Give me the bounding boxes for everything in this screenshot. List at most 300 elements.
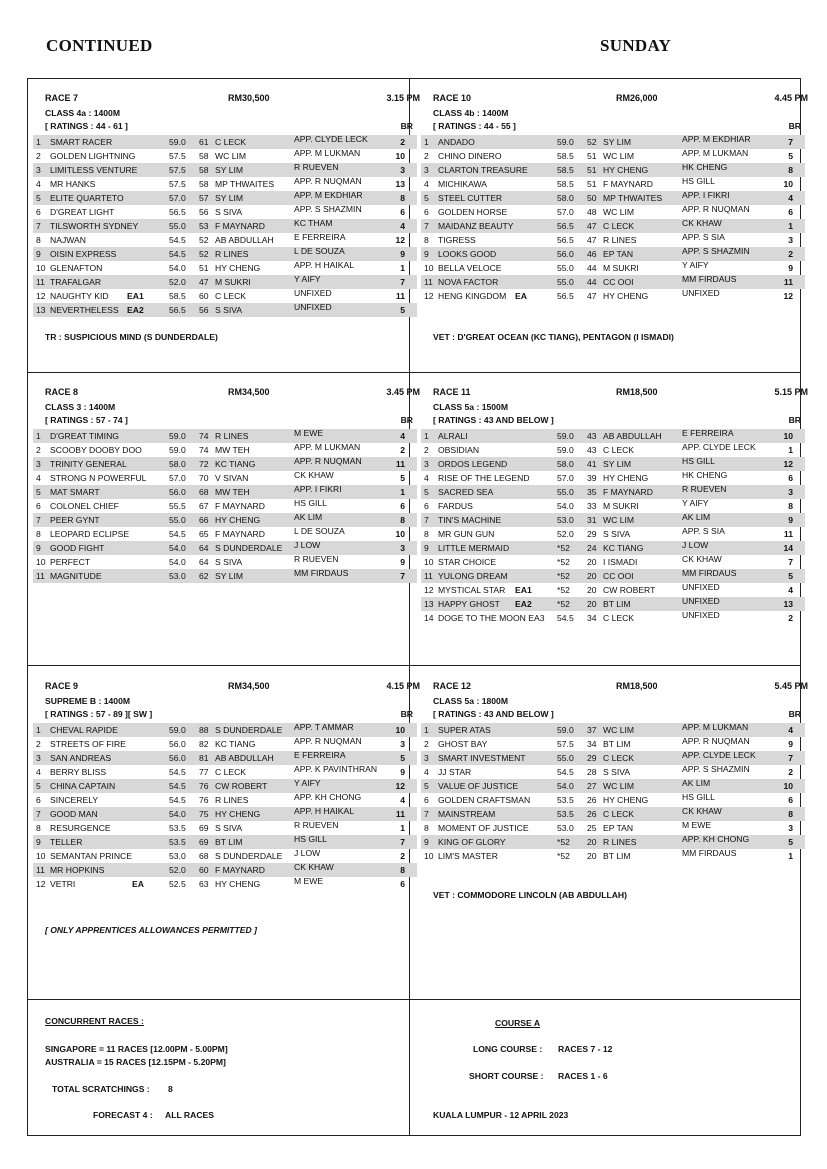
runner-number: 13 — [36, 305, 46, 315]
runner-row — [421, 835, 805, 849]
race-note: [ ONLY APPRENTICES ALLOWANCES PERMITTED ] — [45, 925, 257, 935]
horse-name: STREETS OF FIRE — [50, 739, 126, 749]
barrier: 10 — [783, 179, 793, 189]
trainer: APP. M LUKMAN — [682, 722, 749, 732]
trainer: UNFIXED — [682, 596, 720, 606]
race-ratings: [ RATINGS : 57 - 89 ][ SW ] — [45, 709, 153, 719]
runner-row — [33, 275, 417, 289]
rating: 20 — [587, 571, 597, 581]
weight: 57.0 — [557, 207, 574, 217]
row-divider — [28, 999, 800, 1000]
runner-number: 1 — [424, 137, 429, 147]
barrier-header: BR — [400, 415, 413, 425]
race-ratings: [ RATINGS : 43 AND BELOW ] — [433, 415, 554, 425]
rating: 64 — [199, 543, 209, 553]
barrier: 7 — [400, 277, 405, 287]
trainer: AK LIM — [294, 512, 323, 522]
barrier: 3 — [400, 543, 405, 553]
jockey: R LINES — [603, 235, 637, 245]
weight: 53.5 — [557, 795, 574, 805]
rating: 74 — [199, 445, 209, 455]
runner-number: 10 — [424, 263, 434, 273]
jockey: KC TIANG — [215, 459, 256, 469]
runner-row — [33, 513, 417, 527]
horse-name: LITTLE MERMAID — [438, 543, 510, 553]
trainer: CK KHAW — [682, 806, 722, 816]
runner-number: 4 — [36, 767, 41, 777]
runner-row — [421, 597, 805, 611]
weight: 53.0 — [557, 515, 574, 525]
weight: 59.0 — [557, 445, 574, 455]
trainer: UNFIXED — [294, 302, 332, 312]
trainer: APP. M EKDHIAR — [294, 190, 363, 200]
trainer: APP. M LUKMAN — [294, 148, 361, 158]
barrier: 4 — [400, 221, 405, 231]
rating: 56 — [199, 207, 209, 217]
jockey: BT LIM — [603, 739, 631, 749]
jockey: SY LIM — [215, 193, 244, 203]
horse-name: SMART INVESTMENT — [438, 753, 526, 763]
runner-number: 12 — [36, 291, 46, 301]
jockey: C LECK — [215, 137, 247, 147]
barrier: 1 — [788, 851, 793, 861]
jockey: F MAYNARD — [215, 529, 265, 539]
horse-name: TIN'S MACHINE — [438, 515, 502, 525]
jockey: F MAYNARD — [215, 865, 265, 875]
race-title: RACE 12 — [433, 681, 472, 691]
horse-name: STAR CHOICE — [438, 557, 497, 567]
rating: 44 — [587, 277, 597, 287]
trainer: AK LIM — [682, 512, 711, 522]
rating: 52 — [199, 249, 209, 259]
rating: 48 — [587, 207, 597, 217]
trainer: HK CHENG — [682, 162, 728, 172]
barrier: 7 — [400, 571, 405, 581]
jockey: S DUNDERDALE — [215, 851, 283, 861]
trainer: APP. S SIA — [682, 232, 725, 242]
horse-name: GLENAFTON — [50, 263, 103, 273]
horse-name: LIMITLESS VENTURE — [50, 165, 138, 175]
course-title: COURSE A — [495, 1018, 541, 1028]
race-class: CLASS 5a : 1800M — [433, 696, 508, 706]
header-right: SUNDAY — [600, 36, 672, 55]
race-header — [433, 94, 807, 106]
runner-number: 9 — [36, 249, 41, 259]
singapore-line: SINGAPORE = 11 RACES [12.00PM - 5.00PM] — [45, 1044, 228, 1054]
horse-name: SEMANTAN PRINCE — [50, 851, 132, 861]
race-time: 3.15 PM — [386, 93, 420, 103]
trainer: APP. KH CHONG — [294, 792, 362, 802]
race-time: 3.45 PM — [386, 387, 420, 397]
rating: 58 — [199, 165, 209, 175]
rating: 76 — [199, 781, 209, 791]
runner-number: 5 — [424, 487, 429, 497]
runner-row — [33, 163, 417, 177]
jockey: WC LIM — [603, 151, 635, 161]
weight: 58.5 — [557, 151, 574, 161]
jockey: HY CHENG — [603, 291, 649, 301]
runner-row — [33, 219, 417, 233]
runner-row — [33, 723, 417, 737]
runner-number: 1 — [36, 431, 41, 441]
barrier: 8 — [400, 515, 405, 525]
runner-row — [421, 807, 805, 821]
rating: 25 — [587, 823, 597, 833]
trainer: M EWE — [682, 820, 712, 830]
runner-number: 9 — [424, 543, 429, 553]
weight: 54.5 — [169, 781, 186, 791]
rating: 44 — [587, 263, 597, 273]
jockey: S SIVA — [215, 207, 243, 217]
horse-name: STRONG N POWERFUL — [50, 473, 147, 483]
barrier: 4 — [788, 585, 793, 595]
race-class: CLASS 4a : 1400M — [45, 108, 120, 118]
weight: 52.0 — [169, 277, 186, 287]
horse-name: VALUE OF JUSTICE — [438, 781, 519, 791]
barrier: 4 — [788, 725, 793, 735]
runner-row — [421, 723, 805, 737]
rating: 51 — [587, 165, 597, 175]
jockey: S SIVA — [215, 823, 243, 833]
trainer: Y AIFY — [294, 778, 321, 788]
trainer: R RUEVEN — [294, 820, 339, 830]
runner-row — [421, 149, 805, 163]
runner-row — [421, 429, 805, 443]
rating: 43 — [587, 445, 597, 455]
rating: 77 — [199, 767, 209, 777]
rating: 27 — [587, 781, 597, 791]
rating: 62 — [199, 571, 209, 581]
entry-tag: EA1 — [515, 585, 532, 595]
runner-number: 11 — [424, 277, 433, 287]
horse-name: GOOD FIGHT — [50, 543, 105, 553]
jockey: CC OOI — [603, 277, 634, 287]
weight: 53.5 — [557, 809, 574, 819]
barrier-header: BR — [788, 121, 801, 131]
runner-number: 4 — [424, 179, 429, 189]
race-prize: RM18,500 — [616, 681, 658, 691]
trainer: APP. T AMMAR — [294, 722, 354, 732]
rating: 69 — [199, 837, 209, 847]
race-title: RACE 9 — [45, 681, 79, 691]
rating: 57 — [199, 193, 209, 203]
weight: 57.5 — [169, 165, 186, 175]
race-header — [433, 388, 807, 400]
trainer: E FERREIRA — [294, 750, 346, 760]
trainer: J LOW — [682, 540, 709, 550]
rating: 31 — [587, 515, 597, 525]
runner-row — [421, 821, 805, 835]
horse-name: LIM'S MASTER — [438, 851, 498, 861]
barrier: 2 — [400, 851, 405, 861]
barrier: 2 — [788, 613, 793, 623]
runner-number: 6 — [36, 795, 41, 805]
runner-row — [33, 499, 417, 513]
barrier: 5 — [400, 753, 405, 763]
trainer: APP. S SHAZMIN — [294, 204, 362, 214]
horse-name: BELLA VELOCE — [438, 263, 502, 273]
runner-row — [33, 765, 417, 779]
runner-row — [421, 849, 805, 863]
race-ratings: [ RATINGS : 43 AND BELOW ] — [433, 709, 554, 719]
runner-row — [33, 737, 417, 751]
trainer: R RUEVEN — [682, 484, 727, 494]
runner-row — [33, 485, 417, 499]
rating: 41 — [587, 459, 597, 469]
runner-row — [33, 555, 417, 569]
runner-row — [33, 807, 417, 821]
trainer: APP. CLYDE LECK — [294, 134, 368, 144]
race-time: 5.45 PM — [774, 681, 808, 691]
weight: 59.0 — [169, 725, 186, 735]
runner-number: 1 — [36, 725, 41, 735]
weight: 55.0 — [557, 277, 574, 287]
trainer: MM FIRDAUS — [294, 568, 349, 578]
weight: 59.0 — [169, 445, 186, 455]
horse-name: NOVA FACTOR — [438, 277, 499, 287]
jockey: S DUNDERDALE — [215, 543, 283, 553]
weight: 55.5 — [169, 501, 186, 511]
race-prize: RM26,000 — [616, 93, 658, 103]
forecast-label: FORECAST 4 : — [93, 1110, 153, 1120]
long-course-label: LONG COURSE : — [473, 1044, 543, 1054]
runner-row — [421, 289, 805, 303]
weight: 53.5 — [169, 837, 186, 847]
runner-row — [421, 499, 805, 513]
trainer: HS GILL — [682, 456, 715, 466]
runner-row — [33, 471, 417, 485]
weight: 55.0 — [169, 221, 186, 231]
runner-number: 2 — [424, 739, 429, 749]
runner-number: 8 — [424, 235, 429, 245]
runner-number: 7 — [36, 221, 41, 231]
barrier: 7 — [788, 137, 793, 147]
venue-date: KUALA LUMPUR - 12 APRIL 2023 — [433, 1110, 569, 1120]
barrier: 9 — [400, 767, 405, 777]
barrier: 7 — [788, 557, 793, 567]
barrier: 7 — [788, 753, 793, 763]
runner-number: 5 — [36, 193, 41, 203]
runner-row — [33, 205, 417, 219]
rating: 29 — [587, 753, 597, 763]
runner-number: 7 — [424, 221, 429, 231]
runner-number: 6 — [36, 207, 41, 217]
runner-number: 8 — [424, 823, 429, 833]
horse-name: SMART RACER — [50, 137, 113, 147]
weight: *52 — [557, 571, 570, 581]
race-note: VET : D'GREAT OCEAN (KC TIANG), PENTAGON (I ISMADI) — [433, 332, 674, 342]
horse-name: MR HOPKINS — [50, 865, 105, 875]
rating: 70 — [199, 473, 209, 483]
weight: 54.0 — [169, 557, 186, 567]
rating: 20 — [587, 557, 597, 567]
trainer: APP. S SHAZMIN — [682, 246, 750, 256]
runner-number: 9 — [424, 249, 429, 259]
jockey: CW ROBERT — [603, 585, 656, 595]
runner-number: 7 — [36, 809, 41, 819]
rating: 82 — [199, 739, 209, 749]
rating: 65 — [199, 529, 209, 539]
runner-number: 3 — [36, 753, 41, 763]
weight: 55.0 — [557, 487, 574, 497]
weight: 56.0 — [557, 249, 574, 259]
jockey: C LECK — [215, 291, 247, 301]
trainer: CK KHAW — [682, 218, 722, 228]
jockey: BT LIM — [215, 837, 243, 847]
runner-row — [33, 863, 417, 877]
runner-number: 1 — [36, 137, 41, 147]
weight: *52 — [557, 599, 570, 609]
horse-name: ELITE QUARTETO — [50, 193, 124, 203]
horse-name: MAINSTREAM — [438, 809, 496, 819]
weight: *52 — [557, 543, 570, 553]
runner-number: 14 — [424, 613, 434, 623]
barrier-header: BR — [788, 415, 801, 425]
rating: 68 — [199, 487, 209, 497]
weight: 55.0 — [169, 515, 186, 525]
weight: 56.0 — [169, 739, 186, 749]
rating: 46 — [587, 249, 597, 259]
trainer: E FERREIRA — [682, 428, 734, 438]
jockey: SY LIM — [215, 571, 244, 581]
rating: 26 — [587, 795, 597, 805]
rating: 51 — [587, 151, 597, 161]
runner-row — [421, 555, 805, 569]
runner-row — [33, 849, 417, 863]
rating: 39 — [587, 473, 597, 483]
weight: 53.0 — [169, 571, 186, 581]
barrier: 6 — [400, 879, 405, 889]
horse-name: SUPER ATAS — [438, 725, 491, 735]
horse-name: HAPPY GHOST — [438, 599, 500, 609]
jockey: F MAYNARD — [603, 179, 653, 189]
horse-name: GOOD MAN — [50, 809, 98, 819]
runner-list — [33, 723, 417, 891]
rating: 28 — [587, 767, 597, 777]
trainer: M EWE — [294, 876, 324, 886]
rating: 53 — [199, 221, 209, 231]
australia-line: AUSTRALIA = 15 RACES [12.15PM - 5.20PM] — [45, 1057, 226, 1067]
rating: 51 — [199, 263, 209, 273]
runner-list — [33, 429, 417, 583]
runner-row — [421, 611, 805, 625]
barrier: 11 — [395, 291, 405, 301]
jockey: R LINES — [215, 795, 249, 805]
weight: 54.0 — [169, 263, 186, 273]
race-class: SUPREME B : 1400M — [45, 696, 131, 706]
jockey: WC LIM — [603, 207, 635, 217]
runner-row — [33, 135, 417, 149]
horse-name: CHINA CAPTAIN — [50, 781, 116, 791]
runner-row — [421, 737, 805, 751]
barrier: 12 — [395, 781, 405, 791]
runner-row — [421, 261, 805, 275]
horse-name: SAN ANDREAS — [50, 753, 112, 763]
scratchings-label: TOTAL SCRATCHINGS : — [52, 1084, 150, 1094]
weight: 59.0 — [557, 725, 574, 735]
barrier: 6 — [400, 501, 405, 511]
jockey: S DUNDERDALE — [215, 725, 283, 735]
barrier: 8 — [788, 501, 793, 511]
jockey: HY CHENG — [215, 809, 261, 819]
weight: 59.0 — [169, 137, 186, 147]
horse-name: MR GUN GUN — [438, 529, 495, 539]
weight: 54.0 — [169, 809, 186, 819]
trainer: J LOW — [294, 848, 321, 858]
runner-number: 10 — [424, 557, 434, 567]
trainer: HK CHENG — [682, 470, 728, 480]
jockey: C LECK — [603, 753, 635, 763]
barrier-header: BR — [400, 121, 413, 131]
horse-name: MICHIKAWA — [438, 179, 488, 189]
weight: 58.0 — [557, 193, 574, 203]
trainer: CK KHAW — [294, 470, 334, 480]
runner-number: 5 — [36, 487, 41, 497]
jockey: S SIVA — [215, 305, 243, 315]
runner-row — [421, 219, 805, 233]
race-note: VET : COMMODORE LINCOLN (AB ABDULLAH) — [433, 890, 627, 900]
runner-row — [33, 541, 417, 555]
horse-name: YULONG DREAM — [438, 571, 508, 581]
trainer: APP. H HAIKAL — [294, 260, 355, 270]
runner-number: 3 — [36, 459, 41, 469]
horse-name: SCOOBY DOOBY DOO — [50, 445, 142, 455]
row-divider — [28, 665, 800, 666]
runner-number: 7 — [36, 515, 41, 525]
runner-list — [421, 429, 805, 625]
barrier: 12 — [395, 235, 405, 245]
race-title: RACE 7 — [45, 93, 79, 103]
runner-number: 5 — [36, 781, 41, 791]
rating: 24 — [587, 543, 597, 553]
rating: 33 — [587, 501, 597, 511]
concurrent-title: CONCURRENT RACES : — [45, 1016, 144, 1026]
row-divider — [28, 372, 800, 373]
runner-row — [421, 527, 805, 541]
race-title: RACE 10 — [433, 93, 472, 103]
horse-name: HENG KINGDOM — [438, 291, 507, 301]
barrier: 12 — [783, 291, 793, 301]
weight: 54.5 — [169, 529, 186, 539]
trainer: MM FIRDAUS — [682, 848, 737, 858]
runner-row — [33, 751, 417, 765]
runner-number: 9 — [36, 543, 41, 553]
weight: 57.5 — [557, 739, 574, 749]
race-ratings: [ RATINGS : 44 - 55 ] — [433, 121, 516, 131]
runner-row — [421, 513, 805, 527]
rating: 52 — [587, 137, 597, 147]
horse-name: MR HANKS — [50, 179, 96, 189]
weight: 58.0 — [557, 459, 574, 469]
runner-number: 6 — [36, 501, 41, 511]
barrier: 11 — [395, 459, 405, 469]
barrier: 11 — [783, 277, 793, 287]
horse-name: PEER GYNT — [50, 515, 100, 525]
horse-name: MAT SMART — [50, 487, 100, 497]
runner-row — [33, 191, 417, 205]
barrier: 1 — [400, 823, 405, 833]
barrier: 3 — [788, 823, 793, 833]
runner-number: 11 — [36, 277, 45, 287]
trainer: APP. M LUKMAN — [294, 442, 361, 452]
runner-number: 3 — [424, 165, 429, 175]
barrier: 9 — [788, 515, 793, 525]
trainer: UNFIXED — [682, 610, 720, 620]
horse-name: COLONEL CHIEF — [50, 501, 119, 511]
horse-name: STEEL CUTTER — [438, 193, 503, 203]
horse-name: VETRI — [50, 879, 76, 889]
horse-name: BERRY BLISS — [50, 767, 107, 777]
